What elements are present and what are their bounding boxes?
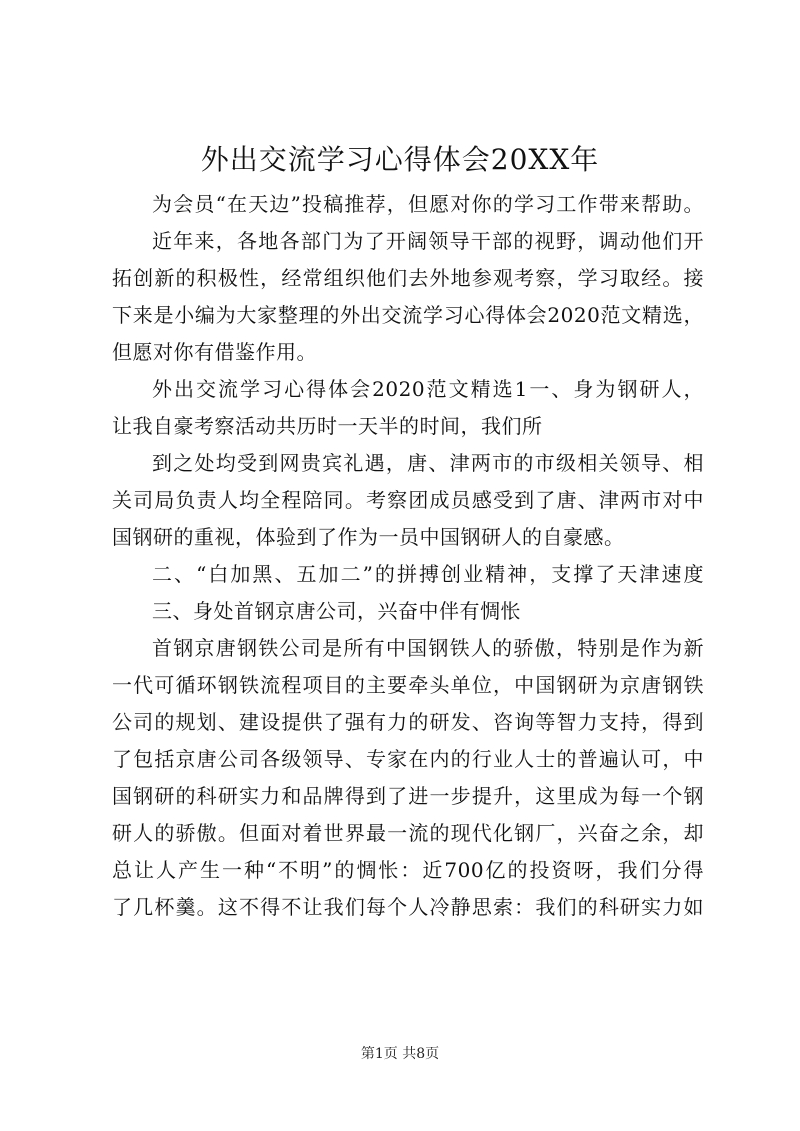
document-body xyxy=(112,186,704,926)
text-line: 公司的规划、建设提供了强有力的研发、咨询等智力支持，得到 xyxy=(112,710,704,734)
text-line: 下来是小编为大家整理的外出交流学习心得体会2020范文精选， xyxy=(112,303,704,327)
text-line: 研人的骄傲。但面对着世界最一流的现代化钢厂，兴奋之余，却 xyxy=(112,821,704,845)
text-line: 国钢研的重视，体验到了作为一员中国钢研人的自豪感。 xyxy=(112,525,625,549)
text-line: 总让人产生一种“不明”的惆怅：近700亿的投资呀，我们分得 xyxy=(112,858,704,882)
text-line: 了包括京唐公司各级领导、专家在内的行业人士的普遍认可，中 xyxy=(112,747,704,771)
text-line: 近年来，各地各部门为了开阔领导干部的视野，调动他们开 xyxy=(152,229,704,253)
text-line: 关司局负责人均全程陪同。考察团成员感受到了唐、津两市对中 xyxy=(112,488,704,512)
text-line: 拓创新的积极性，经常组织他们去外地参观考察，学习取经。接 xyxy=(112,266,704,290)
text-line: 二、“白加黑、五加二”的拼搏创业精神，支撑了天津速度 xyxy=(152,562,704,586)
text-line: 一代可循环钢铁流程项目的主要牵头单位，中国钢研为京唐钢铁 xyxy=(112,673,704,697)
text-line: 为会员“在天边”投稿推荐，但愿对你的学习工作带来帮助。 xyxy=(152,192,704,216)
page-footer: 第1页 共8页 xyxy=(360,1046,440,1062)
text-line: 但愿对你有借鉴作用。 xyxy=(112,340,317,364)
text-line: 首钢京唐钢铁公司是所有中国钢铁人的骄傲，特别是作为新 xyxy=(152,636,704,660)
text-line: 三、身处首钢京唐公司，兴奋中伴有惆怅 xyxy=(152,599,521,623)
document-title: 外出交流学习心得体会20XX年 xyxy=(200,143,600,176)
text-line: 外出交流学习心得体会2020范文精选1一、身为钢研人， xyxy=(152,377,704,401)
text-line: 国钢研的科研实力和品牌得到了进一步提升，这里成为每一个钢 xyxy=(112,784,704,808)
text-line: 到之处均受到网贵宾礼遇，唐、津两市的市级相关领导、相 xyxy=(152,451,704,475)
text-line: 让我自豪考察活动共历时一天半的时间，我们所 xyxy=(112,414,543,438)
text-line: 了几杯羹。这不得不让我们每个人冷静思索：我们的科研实力如 xyxy=(112,895,704,919)
